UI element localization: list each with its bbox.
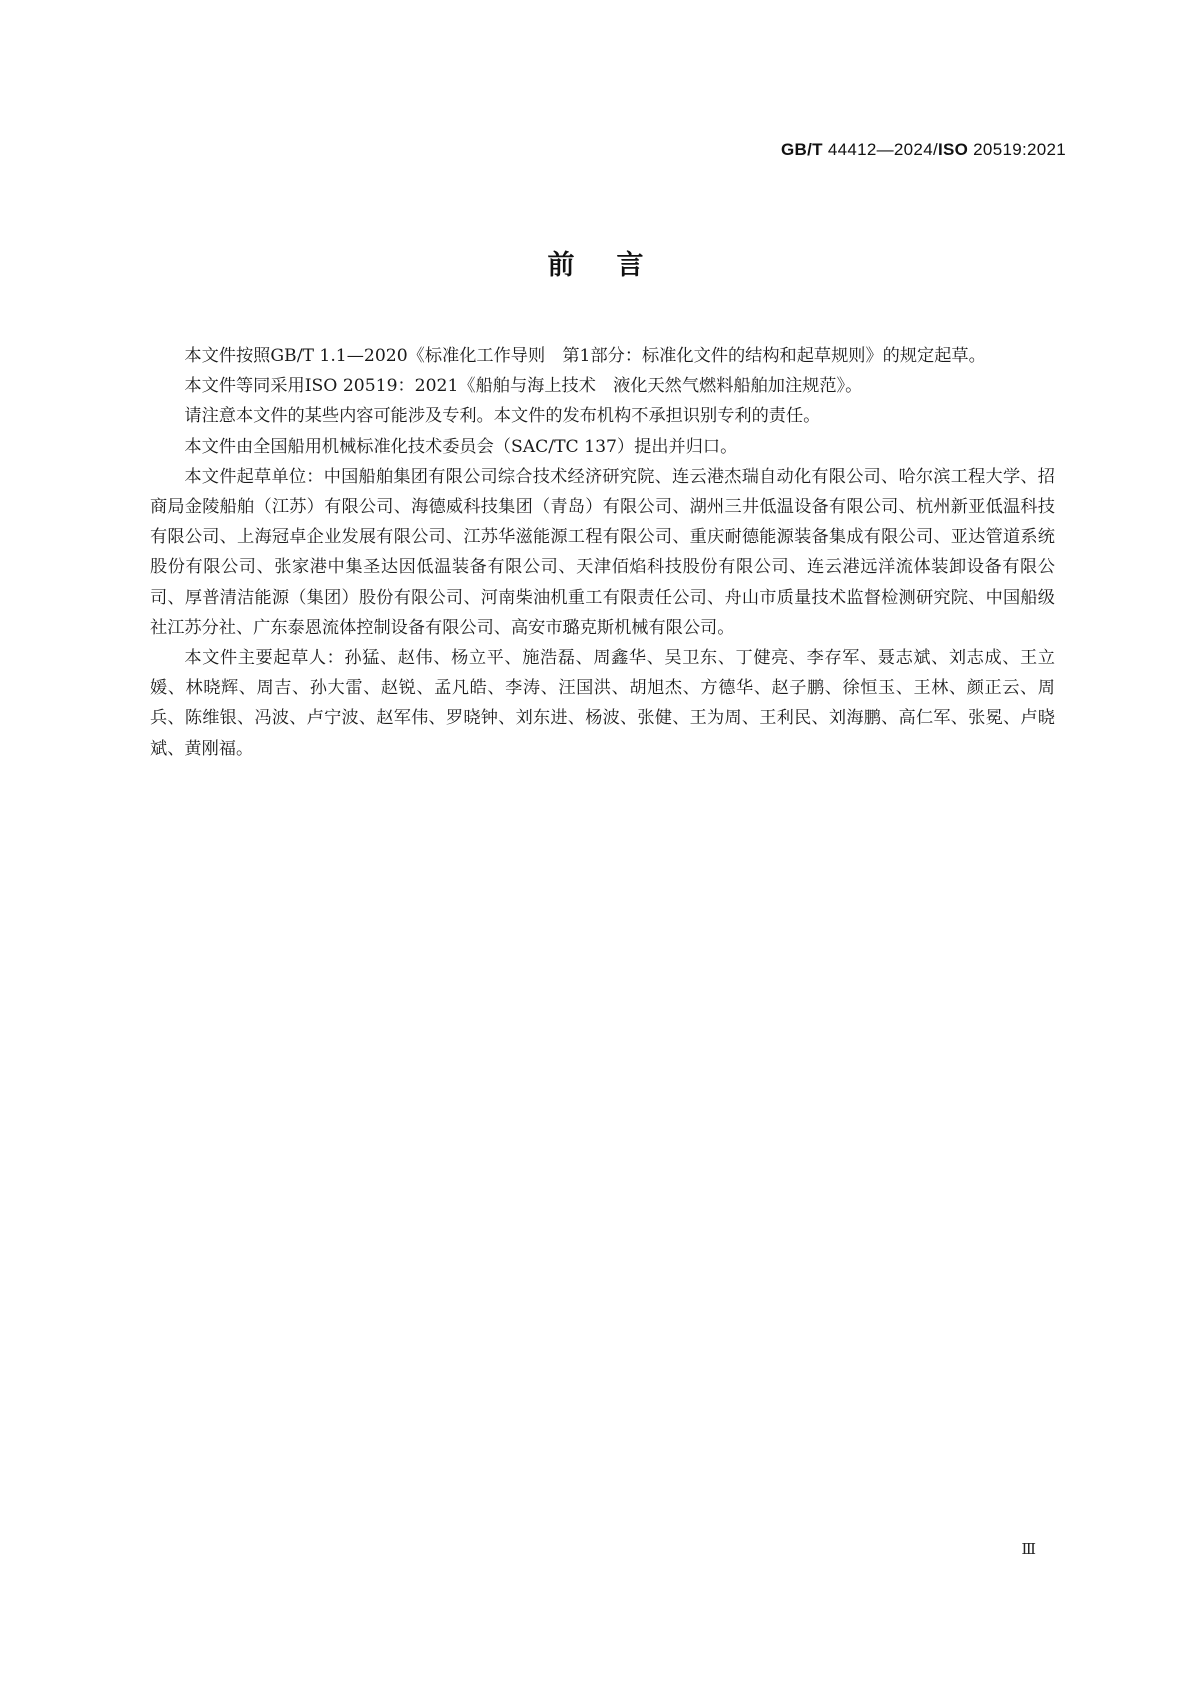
iso-number: 20519:2021 (968, 140, 1066, 159)
paragraph-drafters: 本文件主要起草人：孙猛、赵伟、杨立平、施浩磊、周鑫华、吴卫东、丁健亮、李存军、聂志斌、刘志成、王立媛、林晓辉、周吉、孙大雷、赵锐、孟凡皓、李涛、汪国洪、胡旭杰、方德华、赵子鹏、徐恒玉、王林、颜正云、周兵、陈维银、冯波、卢宁波、赵军伟、罗晓钟、刘东进、杨波、张健、王为周、王利民、刘海鹏、高仁军、张冕、卢晓斌、黄刚福。 (150, 648, 1055, 759)
foreword-body (150, 341, 1055, 764)
paragraph-proposer: 本文件由全国船用机械标准化技术委员会（SAC/TC 137）提出并归口。 (184, 436, 738, 457)
iso-prefix: ISO (937, 140, 969, 159)
standard-number: 44412—2024/ (822, 140, 938, 159)
page-number: Ⅲ (1021, 1540, 1036, 1558)
paragraph-drafting-rules: 本文件按照GB/T 1.1—2020《标准化工作导则 第1部分：标准化文件的结构和起草规则》的规定起草。 (184, 346, 986, 366)
paragraph-drafting-units: 本文件起草单位：中国船舶集团有限公司综合技术经济研究院、连云港杰瑞自动化有限公司、哈尔滨工程大学、招商局金陵船舶（江苏）有限公司、海德威科技集团（青岛）有限公司、湖州三井低温设备有限公司、杭州新亚低温科技有限公司、上海冠卓企业发展有限公司、江苏华滋能源工程有限公司、重庆耐德能源装备集成有限公司、亚达管道系统股份有限公司、张家港中集圣达因低温装备有限公司、天津佰焰科技股份有限公司、连云港远洋流体装卸设备有限公司、厚普清洁能源（集团）股份有限公司、河南柴油机重工有限责任公司、舟山市质量技术监督检测研究院、中国船级社江苏分社、广东泰恩流体控制设备有限公司、高安市璐克斯机械有限公司。 (150, 466, 1055, 638)
standard-prefix: GB/T (781, 140, 823, 159)
standard-code-header (781, 140, 1066, 160)
page-title: 前言 (547, 250, 686, 281)
paragraph-adoption: 本文件等同采用ISO 20519：2021《船舶与海上技术 液化天然气燃料船舶加注规范》。 (184, 376, 863, 397)
paragraph-patent-notice: 请注意本文件的某些内容可能涉及专利。本文件的发布机构不承担识别专利的责任。 (184, 406, 821, 427)
